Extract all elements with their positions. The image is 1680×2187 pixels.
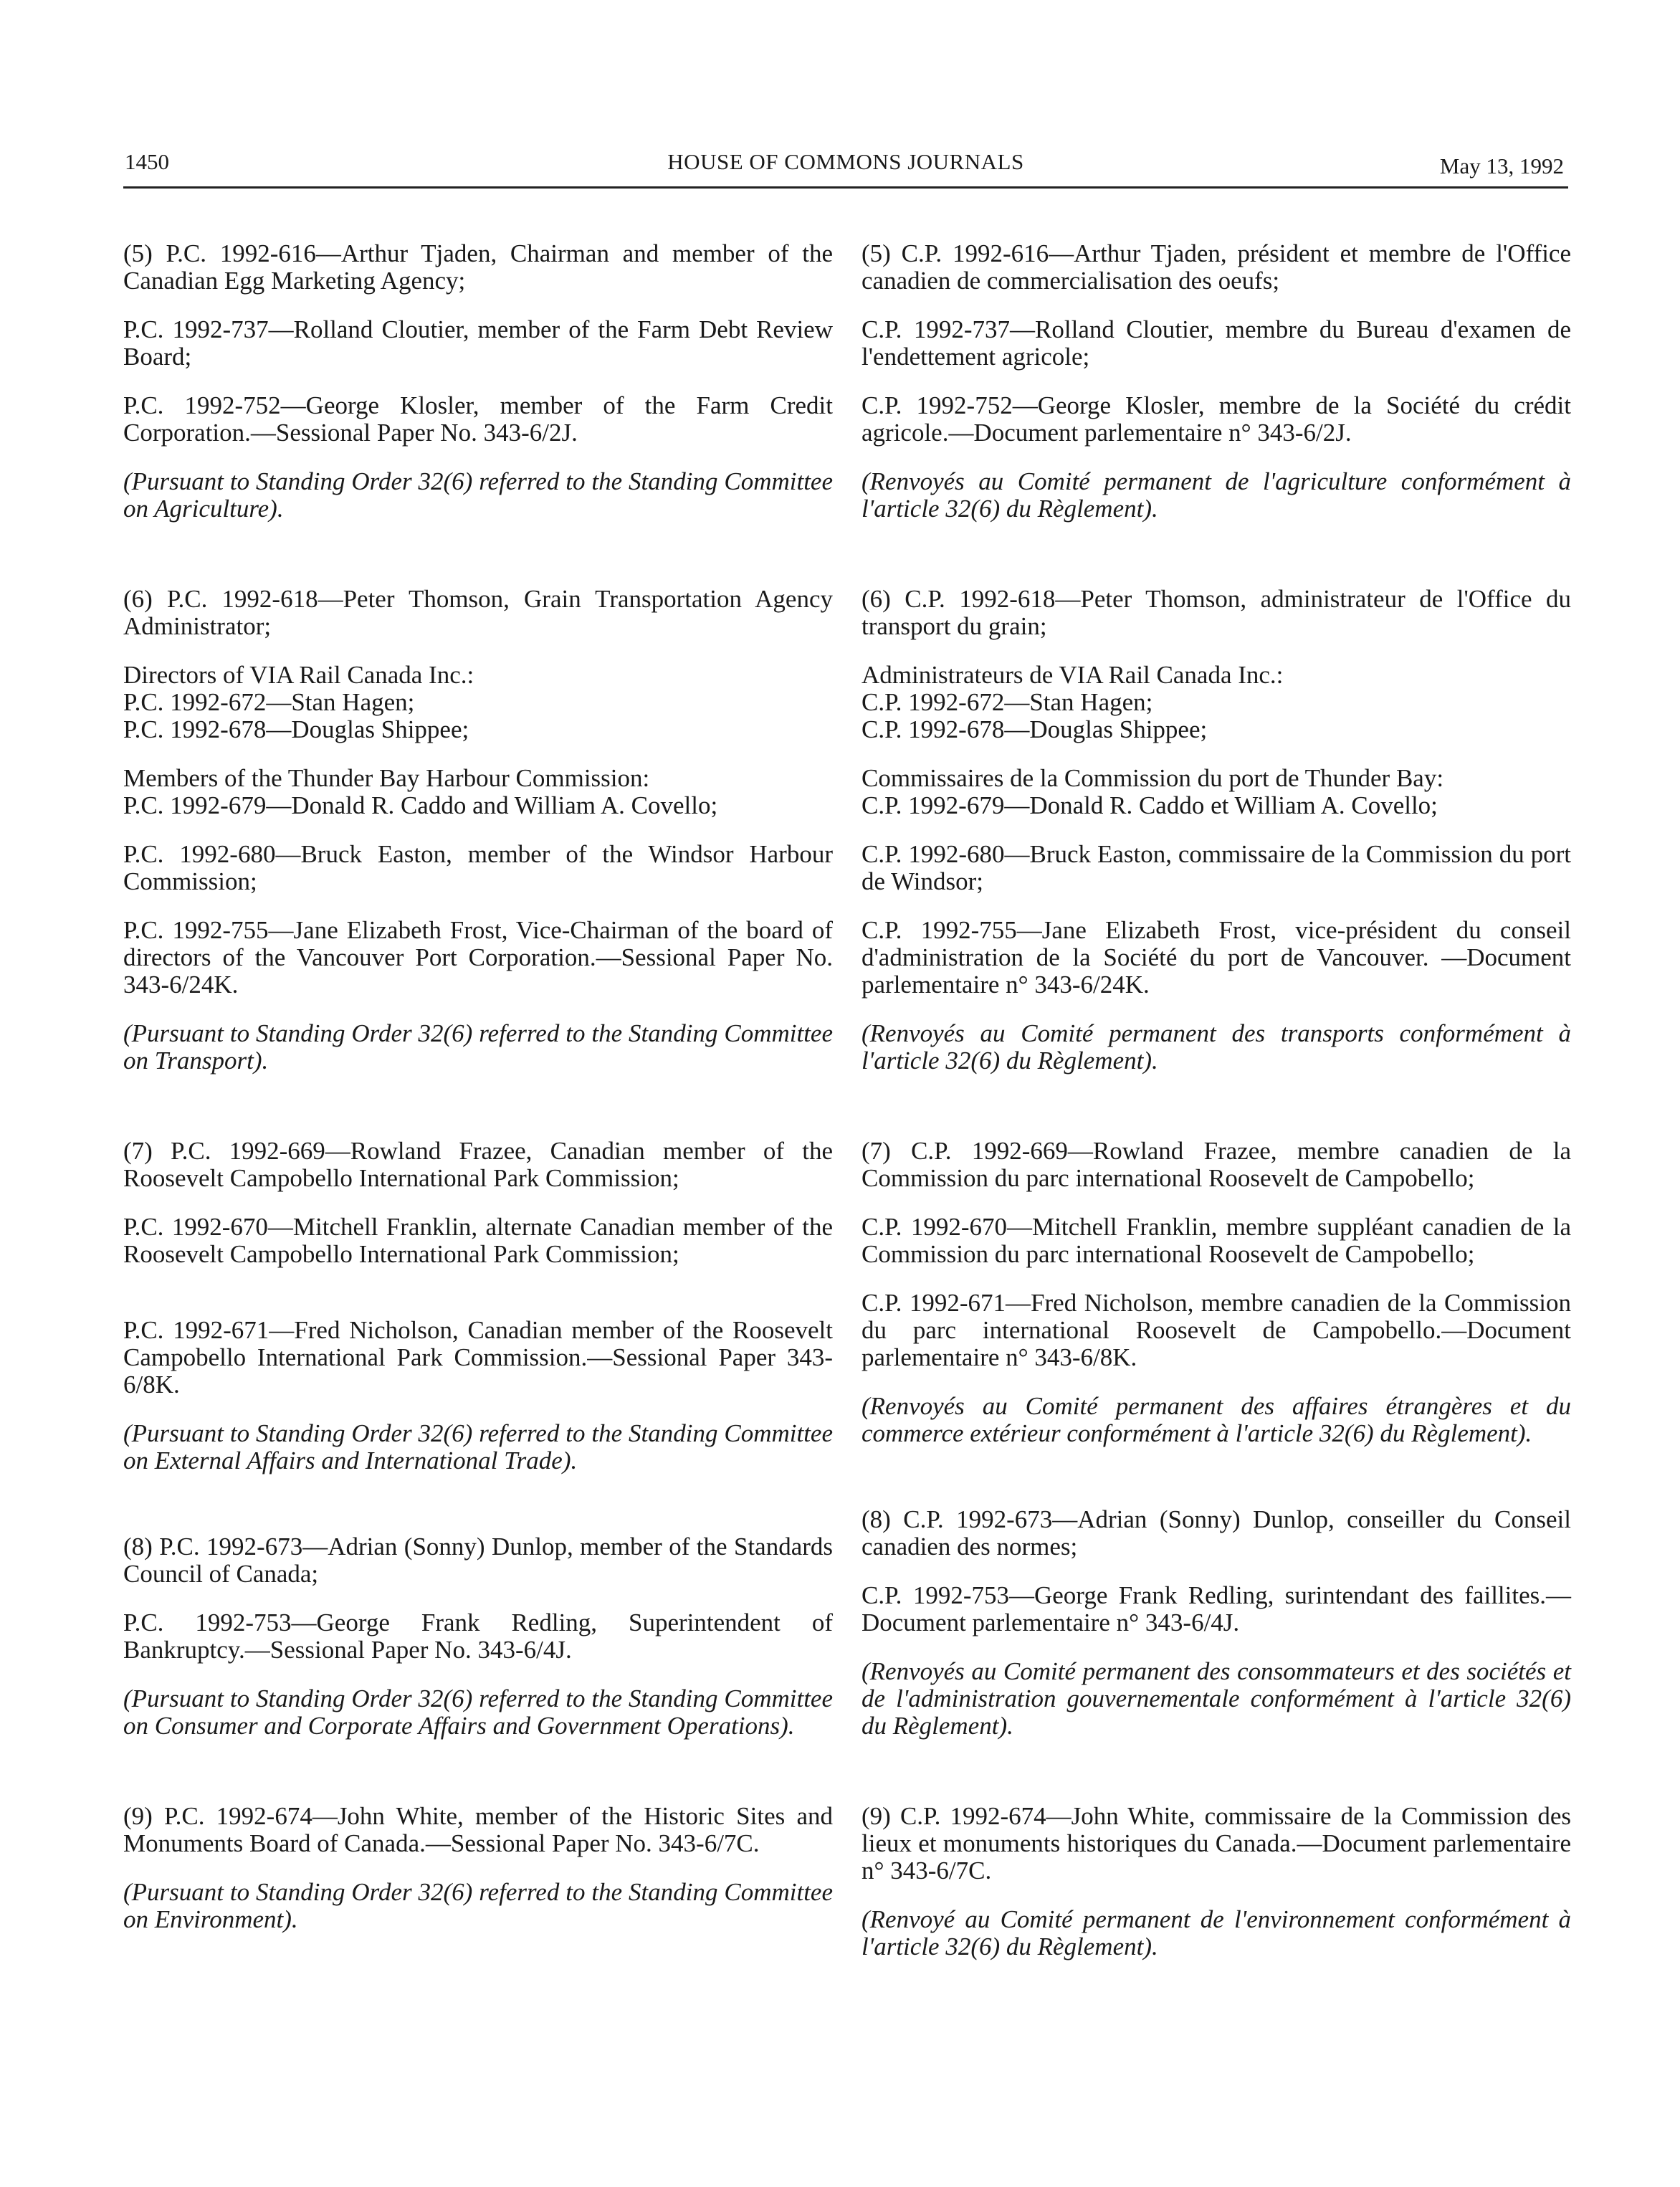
journal-title: HOUSE OF COMMONS JOURNALS (667, 149, 1024, 174)
section-9-english (123, 1803, 833, 1933)
entry-line: P.C. 1992-672—Stan Hagen; (123, 688, 415, 716)
entry-line: C.P. 1992-678—Douglas Shippee; (862, 715, 1208, 743)
committee-referral: (Renvoyés au Comité permanent des affaires étrangères et du commerce extérieur conformément à l'article 32(6) du Règlement). (862, 1392, 1571, 1447)
thunder-bay-group (862, 765, 1571, 819)
journal-date: May 13, 1992 (1439, 153, 1564, 178)
entry-paragraph: (8) C.P. 1992-673—Adrian (Sonny) Dunlop, conseiller du Conseil canadien des normes; (862, 1505, 1571, 1561)
french-column (862, 240, 1571, 1982)
entry-paragraph: C.P. 1992-752—George Klosler, membre de la Société du crédit agricole.—Document parlementaire n° 343-6/2J. (862, 391, 1571, 447)
via-rail-group (123, 662, 833, 743)
entry-paragraph: P.C. 1992-680—Bruck Easton, member of the Windsor Harbour Commission; (123, 840, 833, 895)
section-8-english (123, 1533, 833, 1740)
section-8-french (862, 1506, 1571, 1740)
thunder-bay-group (123, 765, 833, 819)
committee-referral: (Renvoyés au Comité permanent des transports conformément à l'article 32(6) du Règlement). (862, 1019, 1571, 1075)
entry-paragraph: (9) C.P. 1992-674—John White, commissaire de la Commission des lieux et monuments historiques du Canada.—Document parlementaire n° 343-6/7C. (862, 1802, 1571, 1885)
section-6-french (862, 586, 1571, 1075)
entry-paragraph: (7) C.P. 1992-669—Rowland Frazee, membre canadien de la Commission du parc international Roosevelt de Campobello; (862, 1137, 1571, 1192)
entry-paragraph: C.P. 1992-680—Bruck Easton, commissaire de la Commission du port de Windsor; (862, 840, 1571, 895)
entry-paragraph: (7) P.C. 1992-669—Rowland Frazee, Canadian member of the Roosevelt Campobello International Park Commission; (123, 1137, 833, 1192)
entry-paragraph: C.P. 1992-670—Mitchell Franklin, membre suppléant canadien de la Commission du parc international Roosevelt de Campobello; (862, 1213, 1571, 1268)
committee-referral: (Pursuant to Standing Order 32(6) referred to the Standing Committee on Environment). (123, 1878, 833, 1933)
entry-paragraph: P.C. 1992-753—George Frank Redling, Superintendent of Bankruptcy.—Sessional Paper No. 343-6/4J. (123, 1609, 833, 1664)
entry-paragraph: (9) P.C. 1992-674—John White, member of the Historic Sites and Monuments Board of Canada.—Sessional Paper No. 343-6/7C. (123, 1802, 833, 1857)
group-heading: Commissaires de la Commission du port de Thunder Bay: (862, 764, 1444, 792)
entry-paragraph: P.C. 1992-737—Rolland Cloutier, member of the Farm Debt Review Board; (123, 315, 833, 371)
entry-paragraph: (5) P.C. 1992-616—Arthur Tjaden, Chairman and member of the Canadian Egg Marketing Agency; (123, 239, 833, 295)
committee-referral: (Renvoyés au Comité permanent de l'agriculture conformément à l'article 32(6) du Règlement). (862, 467, 1571, 523)
section-7-french (862, 1138, 1571, 1447)
section-9-french (862, 1803, 1571, 1960)
entry-paragraph: (6) C.P. 1992-618—Peter Thomson, administrateur de l'Office du transport du grain; (862, 585, 1571, 640)
committee-referral: (Renvoyés au Comité permanent des consommateurs et des sociétés et de l'administration gouvernementale conformément à l'article 32(6) du Règlement). (862, 1657, 1571, 1740)
committee-referral: (Pursuant to Standing Order 32(6) referred to the Standing Committee on Consumer and Corporate Affairs and Government Operations). (123, 1685, 833, 1740)
english-column (123, 240, 833, 1955)
entry-paragraph: P.C. 1992-752—George Klosler, member of the Farm Credit Corporation.—Sessional Paper No. 343-6/2J. (123, 391, 833, 447)
committee-referral: (Pursuant to Standing Order 32(6) referred to the Standing Committee on Transport). (123, 1019, 833, 1075)
entry-line: C.P. 1992-672—Stan Hagen; (862, 688, 1153, 716)
group-heading: Administrateurs de VIA Rail Canada Inc.: (862, 661, 1284, 689)
group-heading: Members of the Thunder Bay Harbour Commission: (123, 764, 650, 792)
entry-paragraph: P.C. 1992-755—Jane Elizabeth Frost, Vice-Chairman of the board of directors of the Vancouver Port Corporation.—Sessional Paper No. 343-6/24K. (123, 916, 833, 999)
entry-paragraph: (6) P.C. 1992-618—Peter Thomson, Grain Transportation Agency Administrator; (123, 585, 833, 640)
section-5-english (123, 240, 833, 523)
group-heading: Directors of VIA Rail Canada Inc.: (123, 661, 474, 689)
entry-paragraph: C.P. 1992-753—George Frank Redling, surintendant des faillites.—Document parlementaire n° 343-6/4J. (862, 1581, 1571, 1636)
section-6-english (123, 586, 833, 1075)
committee-referral: (Pursuant to Standing Order 32(6) referred to the Standing Committee on External Affairs and International Trade). (123, 1419, 833, 1474)
entry-paragraph: P.C. 1992-670—Mitchell Franklin, alternate Canadian member of the Roosevelt Campobello International Park Commission; (123, 1213, 833, 1268)
entry-paragraph: C.P. 1992-671—Fred Nicholson, membre canadien de la Commission du parc international Roosevelt de Campobello.—Document parlementaire n° 343-6/8K. (862, 1289, 1571, 1371)
via-rail-group (862, 662, 1571, 743)
entry-line: P.C. 1992-678—Douglas Shippee; (123, 715, 469, 743)
section-5-french (862, 240, 1571, 523)
page-number: 1450 (125, 149, 169, 174)
entry-line: C.P. 1992-679—Donald R. Caddo et William A. Covello; (862, 791, 1438, 819)
committee-referral: (Renvoyé au Comité permanent de l'environnement conformément à l'article 32(6) du Règlement). (862, 1905, 1571, 1960)
section-7-english (123, 1138, 833, 1474)
entry-paragraph: (8) P.C. 1992-673—Adrian (Sonny) Dunlop, member of the Standards Council of Canada; (123, 1533, 833, 1588)
committee-referral: (Pursuant to Standing Order 32(6) referred to the Standing Committee on Agriculture). (123, 467, 833, 523)
entry-paragraph: C.P. 1992-755—Jane Elizabeth Frost, vice-président du conseil d'administration de la Société du port de Vancouver. —Document parlementaire n° 343-6/24K. (862, 916, 1571, 999)
entry-paragraph: C.P. 1992-737—Rolland Cloutier, membre du Bureau d'examen de l'endettement agricole; (862, 315, 1571, 371)
entry-paragraph: P.C. 1992-671—Fred Nicholson, Canadian member of the Roosevelt Campobello International Park Commission.—Sessional Paper 343-6/8K. (123, 1316, 833, 1399)
running-header (123, 140, 1568, 189)
entry-paragraph: (5) C.P. 1992-616—Arthur Tjaden, président et membre de l'Office canadien de commercialisation des oeufs; (862, 239, 1571, 295)
entry-line: P.C. 1992-679—Donald R. Caddo and William A. Covello; (123, 791, 718, 819)
